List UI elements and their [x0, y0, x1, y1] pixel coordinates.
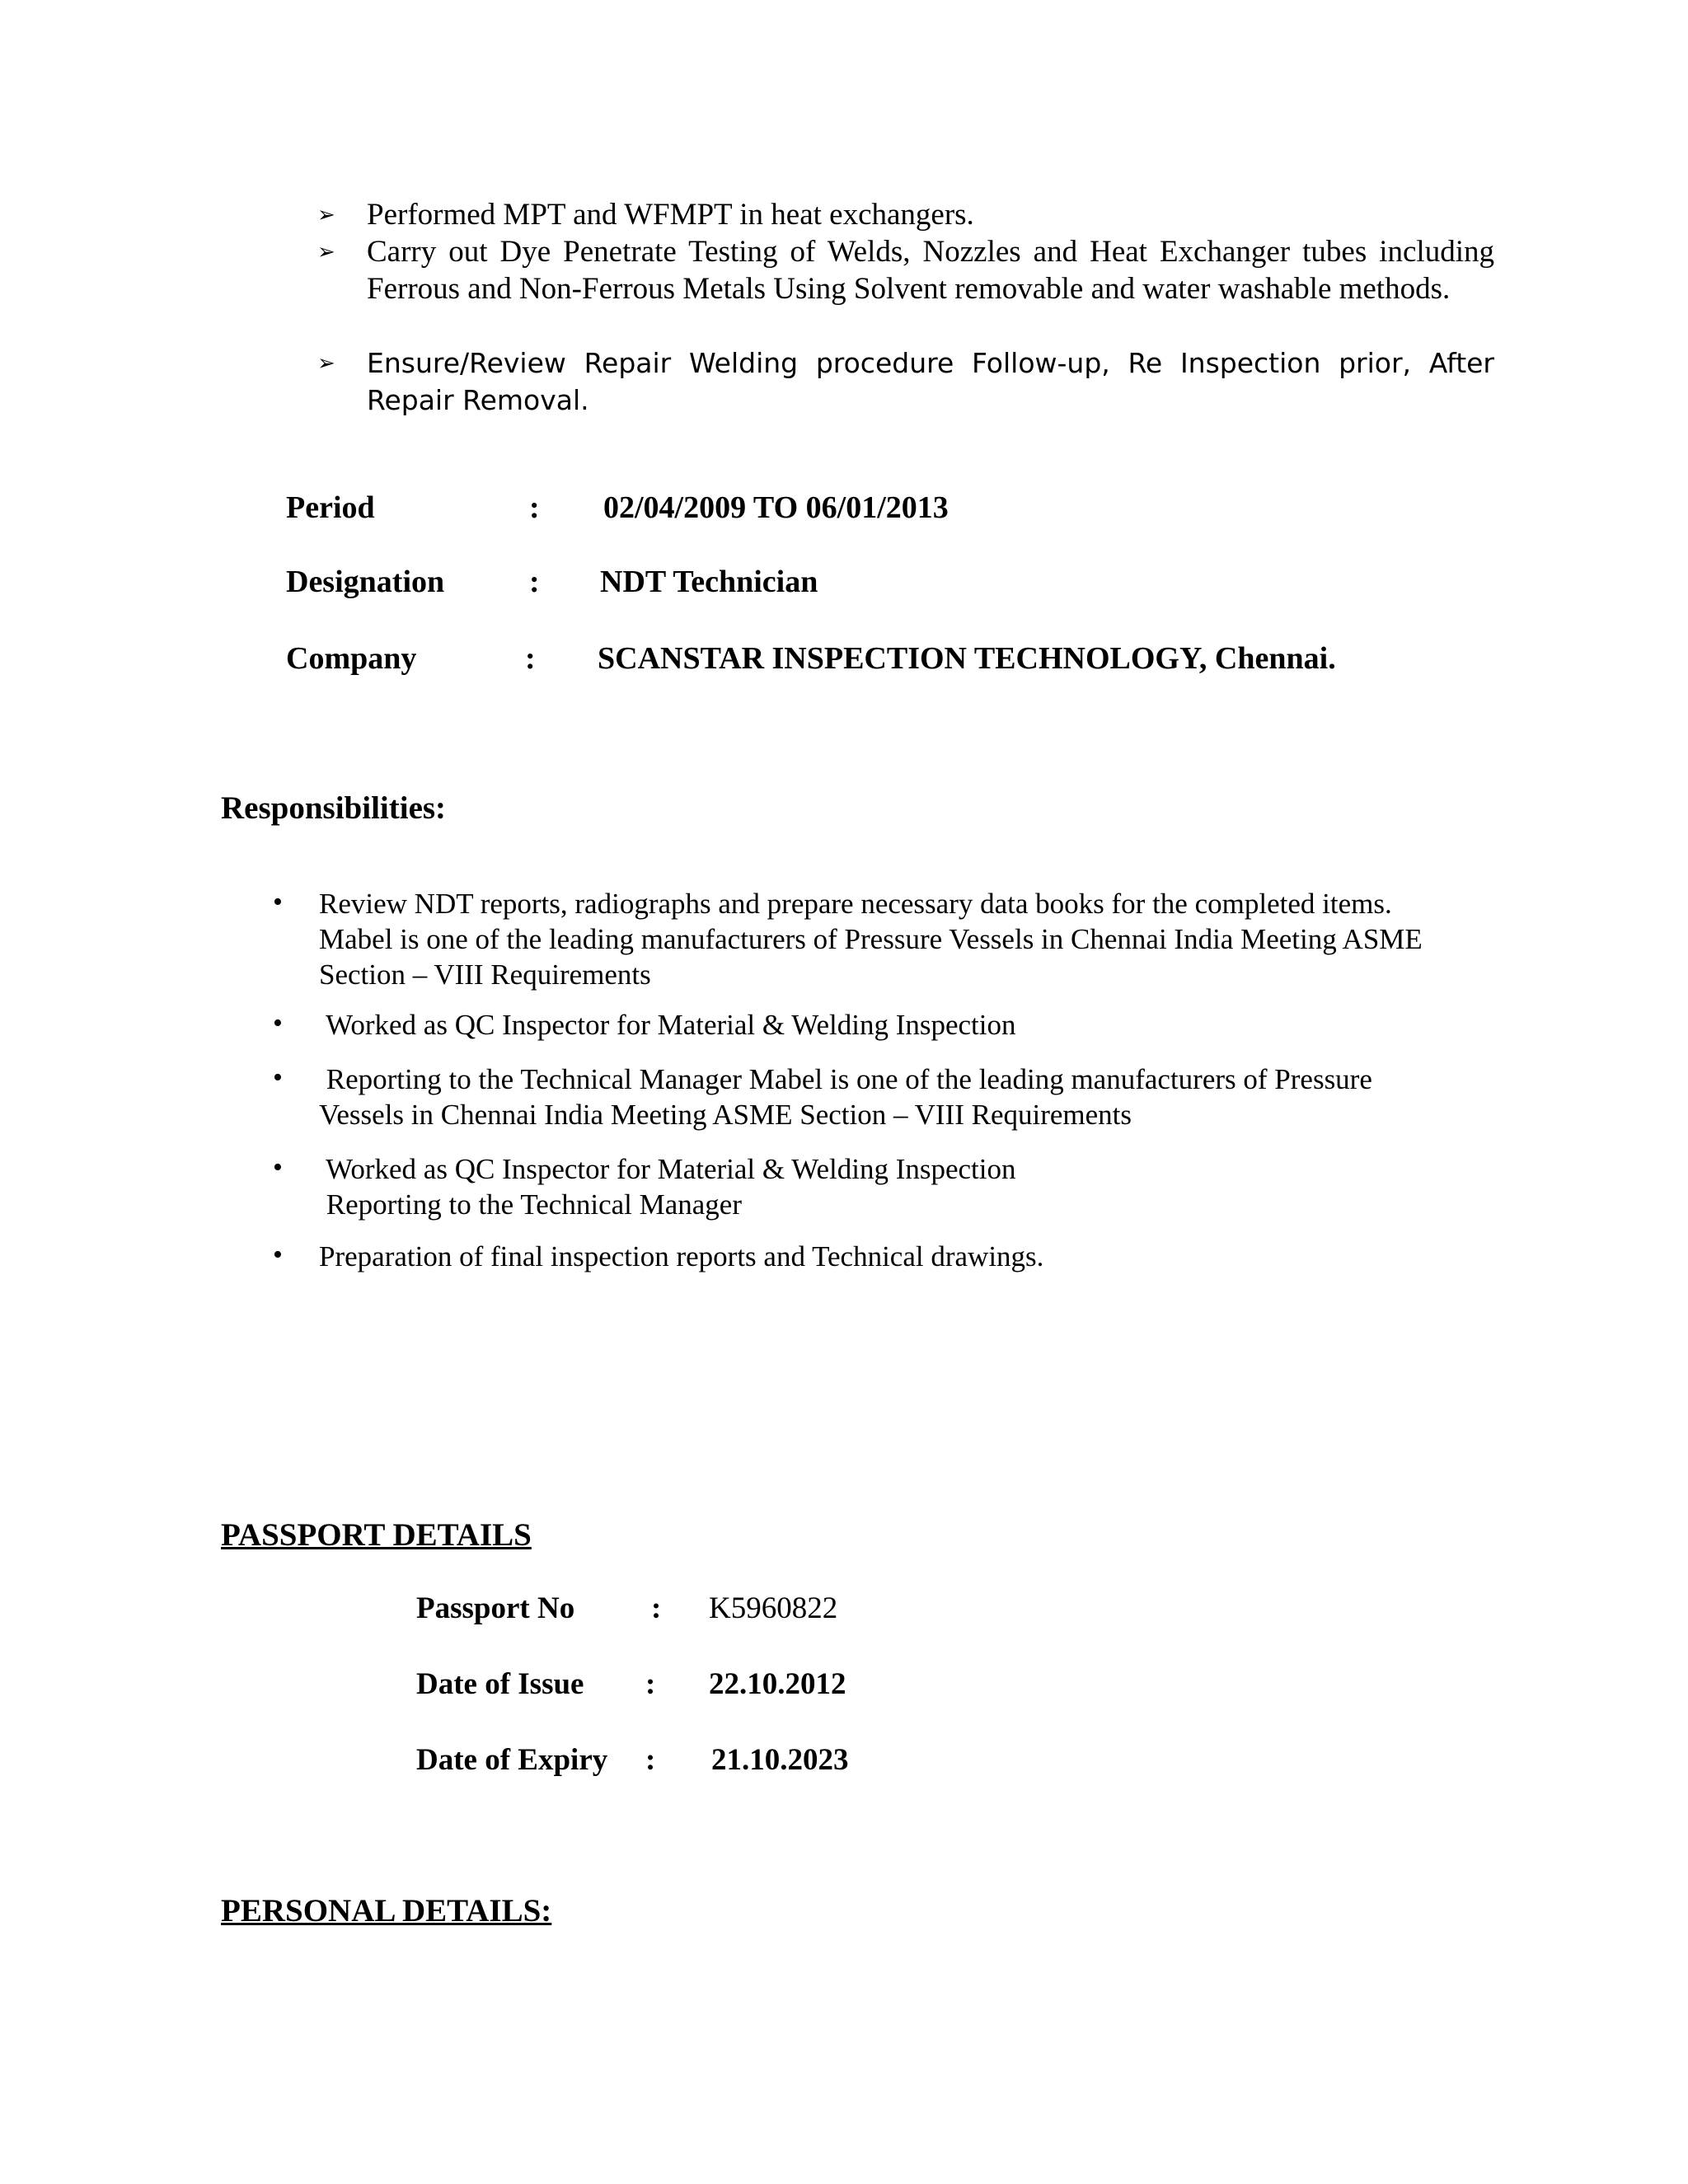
bullet-icon: •	[273, 1062, 283, 1093]
list-item	[268, 886, 1504, 992]
responsibilities-heading: Responsibilities:	[221, 790, 447, 826]
company-row	[286, 640, 1522, 682]
list-item	[317, 196, 1494, 233]
company-value: SCANSTAR INSPECTION TECHNOLOGY, Chennai.	[598, 641, 1336, 676]
passport-number-row	[416, 1591, 1158, 1632]
list-item	[268, 1062, 1504, 1132]
bullet-icon: •	[273, 1240, 283, 1270]
designation-label: Designation	[286, 565, 445, 599]
bullet-icon: •	[273, 887, 283, 917]
list-item-text: Worked as QC Inspector for Material & Welding Inspection	[319, 1153, 1016, 1185]
separator: :	[529, 565, 540, 599]
arrow-bullet-list	[317, 196, 1494, 419]
date-of-issue-value: 22.10.2012	[709, 1667, 846, 1701]
list-item	[317, 344, 1494, 419]
list-item	[268, 1239, 1504, 1274]
separator: :	[651, 1591, 662, 1625]
list-item-text: Reporting to the Technical Manager	[319, 1188, 742, 1221]
separator: :	[645, 1667, 656, 1701]
bullet-icon: •	[273, 1152, 283, 1183]
list-item	[268, 1151, 1504, 1222]
period-value: 02/04/2009 TO 06/01/2013	[603, 490, 949, 525]
bullet-icon: •	[273, 1008, 283, 1038]
list-item-text: Section – VIII Requirements	[319, 958, 651, 991]
separator: :	[525, 641, 536, 676]
period-label: Period	[286, 490, 375, 525]
passport-heading: PASSPORT DETAILS	[221, 1517, 532, 1553]
list-item-text: Performed MPT and WFMPT in heat exchangers.	[367, 198, 974, 232]
designation-value: NDT Technician	[600, 565, 818, 599]
date-of-expiry-row	[416, 1742, 1158, 1783]
list-item-text: Worked as QC Inspector for Material & Welding Inspection	[319, 1009, 1016, 1041]
date-of-expiry-value: 21.10.2023	[711, 1743, 849, 1777]
arrow-bullet-icon: ➢	[317, 351, 335, 375]
arrow-bullet-icon: ➢	[317, 240, 335, 264]
list-item	[317, 233, 1494, 344]
passport-number-value: K5960822	[709, 1591, 838, 1625]
passport-number-label: Passport No	[416, 1591, 575, 1625]
list-item-text: Reporting to the Technical Manager Mabel is one of the leading manufacturers of Pressure	[319, 1063, 1372, 1095]
list-item-text: Mabel is one of the leading manufacturers of Pressure Vessels in Chennai India Meeting ASME	[319, 923, 1423, 955]
company-label: Company	[286, 641, 417, 676]
designation-row	[286, 564, 1522, 605]
list-item-text: Preparation of final inspection reports and Technical drawings.	[319, 1240, 1044, 1272]
list-item-text: Ensure/Review Repair Welding procedure Follow-up, Re Inspection prior, After Repair Removal.	[367, 347, 1494, 416]
separator: :	[645, 1743, 656, 1777]
date-of-issue-row	[416, 1666, 1158, 1708]
list-item-text: Vessels in Chennai India Meeting ASME Section – VIII Requirements	[319, 1099, 1132, 1131]
separator: :	[529, 490, 540, 525]
list-item	[268, 1007, 1504, 1043]
date-of-issue-label: Date of Issue	[416, 1667, 584, 1701]
list-item-text: Review NDT reports, radiographs and prepare necessary data books for the completed items.	[319, 888, 1392, 920]
list-item-text: Carry out Dye Penetrate Testing of Welds, Nozzles and Heat Exchanger tubes including Ferrous and Non-Ferrous Metals Using Solvent removable and water washable methods.	[367, 235, 1494, 306]
responsibilities-list	[268, 886, 1504, 1274]
arrow-bullet-icon: ➢	[317, 203, 335, 227]
personal-details-heading: PERSONAL DETAILS:	[221, 1893, 552, 1929]
period-row	[286, 490, 1522, 531]
date-of-expiry-label: Date of Expiry	[416, 1743, 608, 1777]
